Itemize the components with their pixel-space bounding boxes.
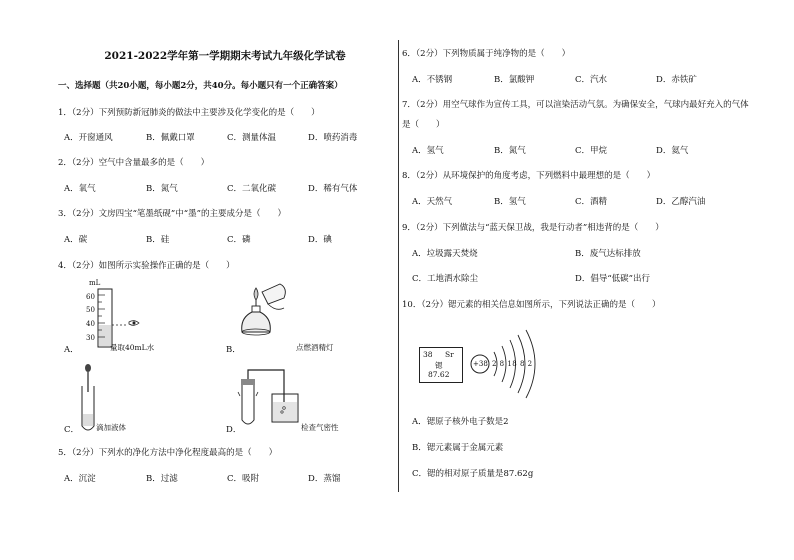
q9-option-c[interactable]: C．工地洒水除尘	[412, 274, 479, 284]
q9-option-b[interactable]: B．废气达标排放	[575, 249, 641, 259]
q6-option-c[interactable]: C．汽水	[575, 75, 608, 85]
q9-option-d[interactable]: D．倡导“低碳”出行	[575, 274, 651, 284]
column-divider	[398, 40, 399, 492]
question-2-options	[64, 182, 384, 194]
question-7-stem-line-2: 是（ ）	[402, 120, 445, 130]
q5-option-b[interactable]: B．过滤	[146, 474, 178, 484]
cylinder-tick-30: 30	[86, 334, 95, 342]
question-9-stem: 9．（2分）下列做法与“蓝天保卫战，我是行动者”相违背的是（ ）	[402, 223, 664, 233]
question-1-options	[64, 131, 384, 143]
question-3-stem: 3．（2分）文房四宝“笔墨纸砚”中“墨”的主要成分是（ ）	[58, 209, 286, 219]
q4-option-c[interactable]: C．	[64, 425, 80, 435]
q7-option-c[interactable]: C．甲烷	[575, 146, 608, 156]
question-6-stem: 6．（2分）下列物质属于纯净物的是（ ）	[402, 49, 571, 59]
q7-option-a[interactable]: A．氢气	[412, 146, 444, 156]
cylinder-tick-40: 40	[86, 320, 95, 328]
q8-option-a[interactable]: A．天然气	[412, 197, 453, 207]
question-6-options	[412, 73, 742, 85]
q3-option-b[interactable]: B．硅	[146, 235, 170, 245]
element-info-card	[419, 347, 463, 383]
nucleus-charge: +38	[473, 360, 488, 368]
question-8-options	[412, 195, 742, 207]
q5-option-a[interactable]: A．沉淀	[64, 474, 96, 484]
element-atomic-mass: 87.62	[428, 370, 450, 379]
element-name: 锶	[435, 361, 443, 370]
cylinder-unit-label: mL	[89, 279, 101, 287]
q7-option-d[interactable]: D．氦气	[656, 146, 689, 156]
q6-option-a[interactable]: A．不锈钢	[412, 75, 453, 85]
q10-option-a[interactable]: A．锶原子核外电子数是2	[412, 417, 509, 427]
question-4-stem: 4．（2分）如图所示实验操作正确的是（ ）	[58, 261, 235, 271]
exam-title: 2021-2022学年第一学期期末考试九年级化学试卷	[104, 50, 346, 62]
q10-option-b[interactable]: B．锶元素属于金属元素	[412, 443, 504, 453]
q3-option-d[interactable]: D．碘	[308, 235, 332, 245]
q7-option-b[interactable]: B．氮气	[494, 146, 526, 156]
q6-option-b[interactable]: B．氯酸钾	[494, 75, 535, 85]
q9-option-a[interactable]: A．垃圾露天焚烧	[412, 249, 478, 259]
q5-option-c[interactable]: C．吸附	[227, 474, 260, 484]
question-1-stem: 1．（2分）下列预防新冠肺炎的做法中主要涉及化学变化的是（ ）	[58, 108, 320, 118]
electron-shells: 2 8 18 8 2	[492, 360, 533, 368]
element-atomic-number: 38	[423, 350, 433, 359]
question-5-stem: 5．（2分）下列水的净化方法中净化程度最高的是（ ）	[58, 448, 278, 458]
question-2-stem: 2．（2分）空气中含量最多的是（ ）	[58, 158, 210, 168]
q8-option-d[interactable]: D．乙醇汽油	[656, 197, 706, 207]
question-7-options	[412, 144, 742, 156]
question-10-stem: 10．（2分）锶元素的相关信息如图所示，下列说法正确的是（ ）	[402, 300, 661, 310]
q1-option-b[interactable]: B．佩戴口罩	[146, 133, 195, 143]
q4-option-b[interactable]: B．	[226, 345, 241, 355]
q1-option-a[interactable]: A．开窗通风	[64, 133, 113, 143]
q4-option-a[interactable]: A．	[64, 345, 79, 355]
q4-caption-c: 滴加液体	[96, 423, 126, 432]
q2-option-c[interactable]: C．二氧化碳	[227, 184, 277, 194]
q2-option-a[interactable]: A．氧气	[64, 184, 96, 194]
alcohol-lamp-figure	[232, 282, 304, 342]
section-heading: 一、选择题（共20小题，每小题2分，共40分。每小题只有一个正确答案）	[58, 81, 343, 91]
graduated-cylinder-figure	[80, 285, 150, 350]
q4-caption-a: 量取40mL水	[110, 343, 155, 352]
q4-caption-d: 检查气密性	[301, 423, 339, 432]
q4-option-d[interactable]: D．	[226, 425, 242, 435]
q2-option-d[interactable]: D．稀有气体	[308, 184, 358, 194]
q6-option-d[interactable]: D．赤铁矿	[656, 75, 697, 85]
q3-option-c[interactable]: C．磷	[227, 235, 251, 245]
q10-option-c[interactable]: C．锶的相对原子质量是87.62g	[412, 469, 534, 479]
question-3-options	[64, 233, 384, 245]
cylinder-tick-60: 60	[86, 293, 95, 301]
question-7-stem-line-1: 7．（2分）用空气球作为宣传工具，可以渲染活动气氛。为确保安全，气球内最好充入的气体	[402, 100, 749, 110]
q1-option-c[interactable]: C．测量体温	[227, 133, 277, 143]
element-symbol: Sr	[445, 350, 454, 359]
q5-option-d[interactable]: D．蒸馏	[308, 474, 341, 484]
q3-option-a[interactable]: A．碳	[64, 235, 88, 245]
q8-option-b[interactable]: B．氢气	[494, 197, 526, 207]
q8-option-c[interactable]: C．酒精	[575, 197, 608, 207]
q4-caption-b: 点燃酒精灯	[296, 343, 334, 352]
question-8-stem: 8．（2分）从环境保护的角度考虑，下列燃料中最理想的是（ ）	[402, 171, 656, 181]
q1-option-d[interactable]: D．喷药消毒	[308, 133, 358, 143]
cylinder-tick-50: 50	[86, 306, 95, 314]
q2-option-b[interactable]: B．氮气	[146, 184, 178, 194]
question-5-options	[64, 472, 384, 484]
